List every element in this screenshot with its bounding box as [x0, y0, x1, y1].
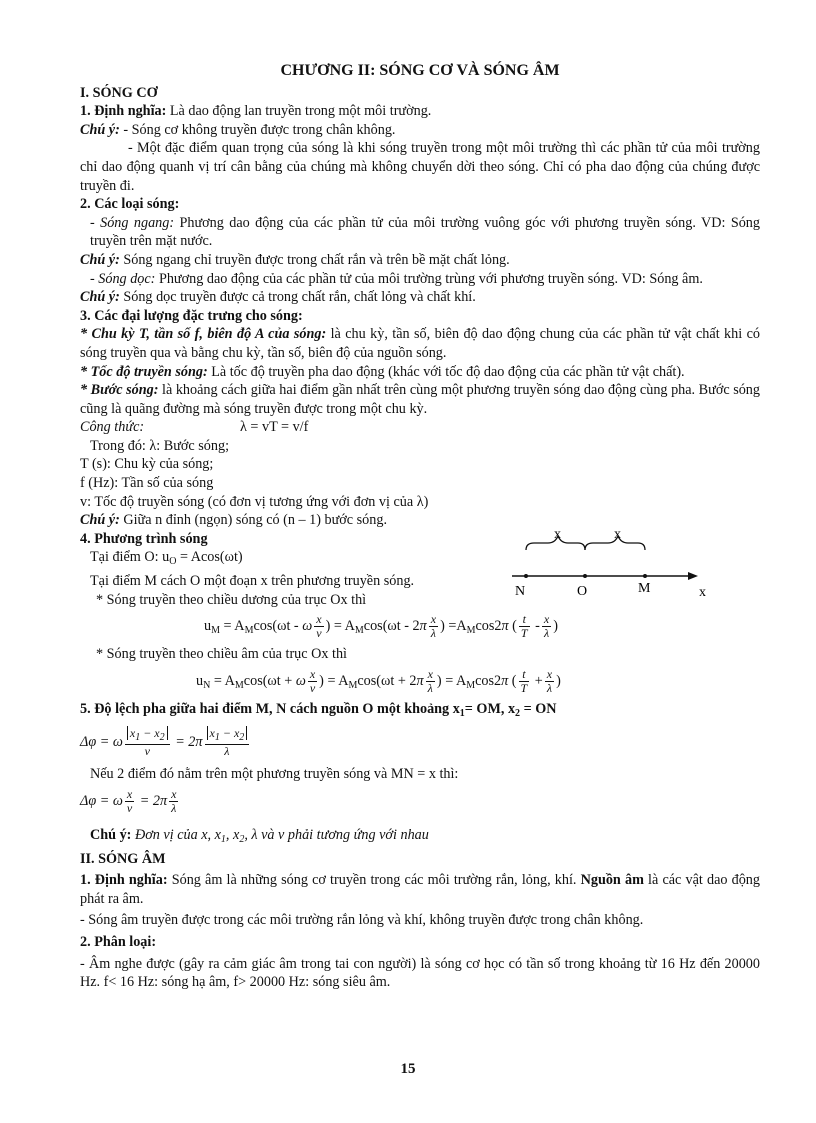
wave-speed-text: Là tốc độ truyền pha dao động (khác với tốc độ dao động của các phần tử vật chất).: [207, 363, 685, 380]
equation-un: $u_N = A_M\cos(\omega t + \omega$ $\frac{x}{v}$ ) = $A_M\cos(\omega t + 2\pi$ $\frac{x}{\lambda}$ ) = $A_M\cos 2\pi$ ( $\frac{t}{T}$ + $\frac{x}{\lambda}$ ): [196, 666, 561, 695]
phase-difference-formula-1: [80, 723, 760, 765]
diagram-label-o: O: [577, 584, 588, 599]
definition-paragraph: [80, 102, 760, 121]
note-label: Chú ý:: [80, 251, 120, 268]
note-longitudinal-text: Sóng dọc truyền được cả trong chất rắn, chất lỏng và chất khí.: [119, 289, 476, 306]
sound-definition-label: 1. Định nghĩa:: [80, 872, 168, 889]
equation-positive-direction: [80, 609, 760, 645]
units-note-text-2: , x: [225, 827, 240, 843]
wave-equation-heading: 4. Phương trình sóng: [80, 530, 208, 547]
period-frequency-label: * Chu kỳ T, tần số f, biên độ A của sóng:: [80, 326, 327, 343]
x-axis-arrow-icon: [688, 572, 698, 580]
phase-heading-end: = ON: [520, 700, 557, 717]
point-o-subscript: O: [169, 556, 177, 568]
phase-condition-line: Nếu 2 điểm đó nằm trên một phương truyền sóng và MN = x thì:: [90, 766, 459, 783]
point-n-dot: [524, 574, 528, 578]
classification-paragraph: - Âm nghe được (gây ra cảm giác âm trong tai con người) là sóng cơ học có tần số trong khoảng từ 16 Hz đến 20000 Hz. f< 16 Hz: sóng hạ âm, f> 20000 Hz: sóng siêu âm.: [80, 955, 760, 991]
note-text-1: - Sóng cơ không truyền được trong chân không.: [119, 121, 396, 138]
speed-definition: v: Tốc độ truyền sóng (có đơn vị tương ứng với đơn vị của λ): [80, 493, 429, 510]
diagram-label-axis: x: [699, 585, 706, 600]
note-transverse-text: Sóng ngang chỉ truyền được trong chất rắn và trên bề mặt chất lỏng.: [119, 251, 510, 268]
period-frequency-text: là chu kỳ, tần số, biên độ dao động chung của các phần tử vật chất khi có sóng truyền qua và bằng chu kỳ, tần số, biên độ của nguồn sóng.: [80, 326, 760, 361]
equation-um: $u_M = A_M\cos(\omega t - \omega$ $\frac{x}{v}$ ) = $A_M\cos(\omega t - 2\pi$ $\frac{x}{\lambda}$ ) $=A_M\cos 2\pi$ ( $\frac{t}{T}$ - $\frac{x}{\lambda}$ ): [204, 612, 558, 641]
quantities-heading: 3. Các đại lượng đặc trưng cho sóng:: [80, 307, 303, 324]
positive-direction-line: * Sóng truyền theo chiều dương của trục Ox thì: [96, 591, 367, 608]
phase-formula-abs: Δφ = ω $\frac{x_1 - x_2}{v}$ = 2π $\frac{x_1 - x_2}{\lambda}$: [80, 727, 251, 758]
diagram-label-m: M: [638, 581, 651, 596]
point-o-label: Tại điểm O: u: [90, 549, 170, 566]
definition-text: Là dao động lan truyền trong một môi trường.: [166, 103, 432, 120]
phase-difference-formula-2: [80, 784, 760, 826]
wave-speed-paragraph: [80, 363, 760, 382]
units-note-text-3: , λ và v phải tương ứng với nhau: [244, 827, 429, 843]
equation-negative-direction: [80, 664, 760, 700]
note-label: Chú ý:: [80, 512, 120, 529]
wave-types-heading: 2. Các loại sóng:: [80, 196, 180, 213]
longitudinal-label: - Sóng dọc:: [90, 270, 156, 287]
wave-speed-label: * Tốc độ truyền sóng:: [80, 363, 208, 380]
note-longitudinal-paragraph: [80, 288, 760, 307]
point-m-dot: [643, 574, 647, 578]
transverse-text: Phương dao động của các phần tử của môi trường vuông góc với phương truyền sóng. VD: Sóng truyền trên mặt nước.: [90, 214, 760, 250]
period-frequency-paragraph: [80, 325, 760, 362]
phase-formula-simple: Δφ = ω $\frac{x}{v}$ = 2π $\frac{x}{\lambda}$: [80, 787, 177, 815]
diagram-label-x1: x: [554, 527, 561, 542]
transverse-label: - Sóng ngang:: [90, 214, 175, 231]
point-o-dot: [583, 574, 587, 578]
phase-heading-text: 5. Độ lệch pha giữa hai điểm M, N cách nguồn O một khoảng x: [80, 700, 460, 717]
diagram-label-x2: x: [614, 527, 621, 542]
note-crest-text: Giữa n đỉnh (ngọn) sóng có (n – 1) bước sóng.: [119, 512, 387, 529]
sound-source-label: Nguồn âm: [580, 872, 644, 889]
point-m-line: Tại điểm M cách O một đoạn x trên phương truyền sóng.: [90, 573, 415, 590]
sound-propagation-paragraph: - Sóng âm truyền được trong các môi trường rắn lỏng và khí, không truyền được trong chân không.: [80, 912, 644, 929]
diagram-label-n: N: [515, 584, 526, 599]
phase-difference-heading: 5. Độ lệch pha giữa hai điểm M, N cách nguồn O một khoảng $x_1=$ OM, $x_2$ = ON: [80, 700, 557, 719]
page-number: 15: [400, 1061, 416, 1077]
units-note-text: Đơn vị của x, x: [131, 827, 221, 843]
wavelength-label: * Bước sóng:: [80, 382, 159, 399]
wavelength-paragraph: [80, 381, 760, 418]
wavelength-text: là khoảng cách giữa hai điểm gần nhất trên cùng một phương truyền sóng dao động cùng pha. Bước sóng cũng là quãng đường mà sóng truyền được trong một chu kỳ.: [80, 382, 760, 417]
wave-diagram: [508, 522, 718, 602]
point-o-rhs: = Acos(ωt): [176, 549, 243, 566]
frequency-definition: f (Hz): Tần số của sóng: [80, 475, 214, 492]
phase-heading-tail: = OM, x: [464, 700, 516, 717]
longitudinal-paragraph: [80, 270, 760, 289]
note-paragraph-1: [80, 121, 760, 140]
note-label: Chú ý:: [80, 289, 120, 306]
negative-direction-line: * Sóng truyền theo chiều âm của trục Ox thì: [96, 646, 347, 663]
transverse-paragraph: [80, 214, 760, 251]
note-paragraph-2: - Một đặc điểm quan trọng của sóng là khi sóng truyền trong một môi trường thì các phần tử của môi trường chỉ dao động quanh vị trí cân bằng của chúng mà không chuyển dời theo sóng. Chỉ có pha dao động của chúng được truyền đi.: [80, 140, 760, 194]
units-note-label: Chú ý:: [90, 827, 132, 843]
section-heading-waves: I. SÓNG CƠ: [80, 84, 158, 101]
formula-label: Công thức:: [80, 419, 145, 436]
sound-source-text: là các vật dao động phát ra âm.: [80, 872, 760, 907]
period-definition: T (s): Chu kỳ của sóng;: [80, 456, 214, 473]
chapter-title: CHƯƠNG II: SÓNG CƠ VÀ SÓNG ÂM: [280, 62, 560, 79]
wavelength-formula: λ = vT = v/f: [240, 419, 309, 436]
classification-heading: 2. Phân loại:: [80, 933, 157, 950]
definition-label: 1. Định nghĩa:: [80, 103, 167, 120]
sound-definition-text: Sóng âm là những sóng cơ truyền trong các môi trường rắn, lỏng, khí.: [167, 872, 581, 889]
note-label: Chú ý:: [80, 121, 120, 138]
units-note: Chú ý: Đơn vị của x, $x_1$, $x_2$, λ và v phải tương ứng với nhau: [90, 827, 429, 845]
note-transverse-paragraph: [80, 251, 760, 270]
sound-definition-paragraph: [80, 871, 760, 908]
formula-line: [80, 418, 760, 437]
longitudinal-text: Phương dao động của các phần tử của môi trường trùng với phương truyền sóng. VD: Sóng âm.: [155, 270, 703, 287]
where-line: Trong đó: λ: Bước sóng;: [90, 437, 230, 454]
section-heading-sound: II. SÓNG ÂM: [80, 850, 166, 867]
